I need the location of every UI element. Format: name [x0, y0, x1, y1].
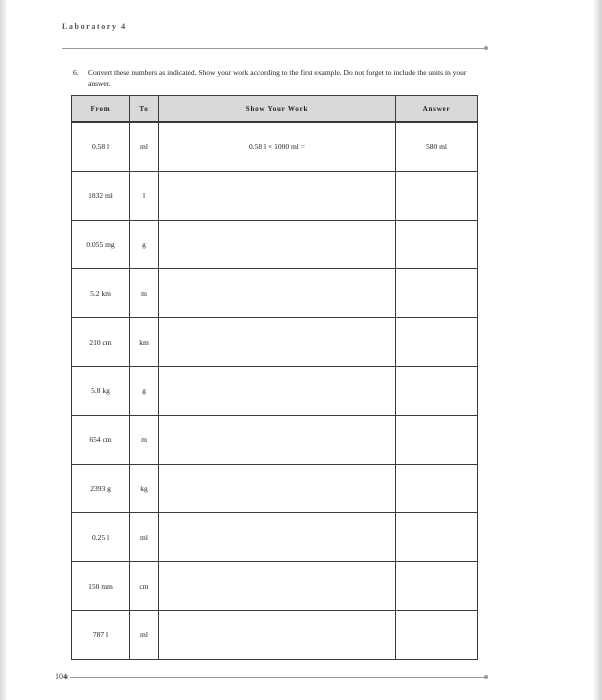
page-left-edge — [0, 0, 6, 700]
work-cell[interactable]: 0.58 l × 1000 ml = — [159, 122, 396, 171]
work-cell[interactable] — [159, 269, 396, 318]
to-cell: km — [130, 318, 159, 367]
answer-cell[interactable] — [396, 318, 478, 367]
table-row — [72, 562, 478, 611]
from-cell: 654 cm — [72, 415, 130, 464]
header-rule-dot — [484, 46, 488, 50]
answer-cell[interactable] — [396, 415, 478, 464]
table-row — [72, 415, 478, 464]
table-row — [72, 464, 478, 513]
from-cell: 0.25 l — [72, 513, 130, 562]
header-rule — [62, 48, 486, 49]
table-row — [72, 318, 478, 367]
to-cell: cm — [130, 562, 159, 611]
work-cell[interactable] — [159, 366, 396, 415]
to-cell: g — [130, 366, 159, 415]
to-cell: ml — [130, 513, 159, 562]
from-cell: 2393 g — [72, 464, 130, 513]
to-cell: ml — [130, 122, 159, 171]
column-header-work: Show Your Work — [159, 96, 396, 123]
to-cell: g — [130, 220, 159, 269]
table-row — [72, 269, 478, 318]
table-row — [72, 610, 478, 659]
to-cell: ml — [130, 610, 159, 659]
from-cell: 0.055 mg — [72, 220, 130, 269]
from-cell: 787 l — [72, 610, 130, 659]
from-cell: 0.58 l — [72, 122, 130, 171]
from-cell: 210 cm — [72, 318, 130, 367]
to-cell: kg — [130, 464, 159, 513]
table-row — [72, 366, 478, 415]
from-cell: 5.8 kg — [72, 366, 130, 415]
answer-cell[interactable]: 580 ml — [396, 122, 478, 171]
column-header-answer: Answer — [396, 96, 478, 123]
question-block — [73, 67, 483, 89]
column-header-from: From — [72, 96, 130, 123]
answer-cell[interactable] — [396, 171, 478, 220]
table-row — [72, 220, 478, 269]
work-cell[interactable] — [159, 464, 396, 513]
conversion-table — [71, 95, 478, 660]
answer-cell[interactable] — [396, 562, 478, 611]
to-cell: m — [130, 415, 159, 464]
page-number: 104 — [55, 672, 67, 681]
footer-rule-dot-right — [484, 675, 488, 679]
column-header-to: To — [130, 96, 159, 123]
to-cell: m — [130, 269, 159, 318]
page-right-edge — [594, 0, 602, 700]
table-row — [72, 513, 478, 562]
work-cell[interactable] — [159, 610, 396, 659]
table-header-row — [72, 96, 478, 123]
question-number: 6. — [73, 68, 79, 77]
from-cell: 150 mm — [72, 562, 130, 611]
answer-cell[interactable] — [396, 610, 478, 659]
work-cell[interactable] — [159, 171, 396, 220]
from-cell: 5.2 km — [72, 269, 130, 318]
from-cell: 1832 ml — [72, 171, 130, 220]
answer-cell[interactable] — [396, 366, 478, 415]
answer-cell[interactable] — [396, 220, 478, 269]
lab-header-title: Laboratory 4 — [62, 22, 127, 31]
table-row — [72, 171, 478, 220]
work-cell[interactable] — [159, 220, 396, 269]
table-row — [72, 122, 478, 171]
answer-cell[interactable] — [396, 513, 478, 562]
work-cell[interactable] — [159, 318, 396, 367]
work-cell[interactable] — [159, 415, 396, 464]
answer-cell[interactable] — [396, 269, 478, 318]
question-text: Convert these numbers as indicated. Show your work according to the first example. Do not forget to include the units in your answer. — [88, 68, 467, 88]
work-cell[interactable] — [159, 513, 396, 562]
answer-cell[interactable] — [396, 464, 478, 513]
footer-rule — [70, 677, 486, 678]
to-cell: l — [130, 171, 159, 220]
work-cell[interactable] — [159, 562, 396, 611]
